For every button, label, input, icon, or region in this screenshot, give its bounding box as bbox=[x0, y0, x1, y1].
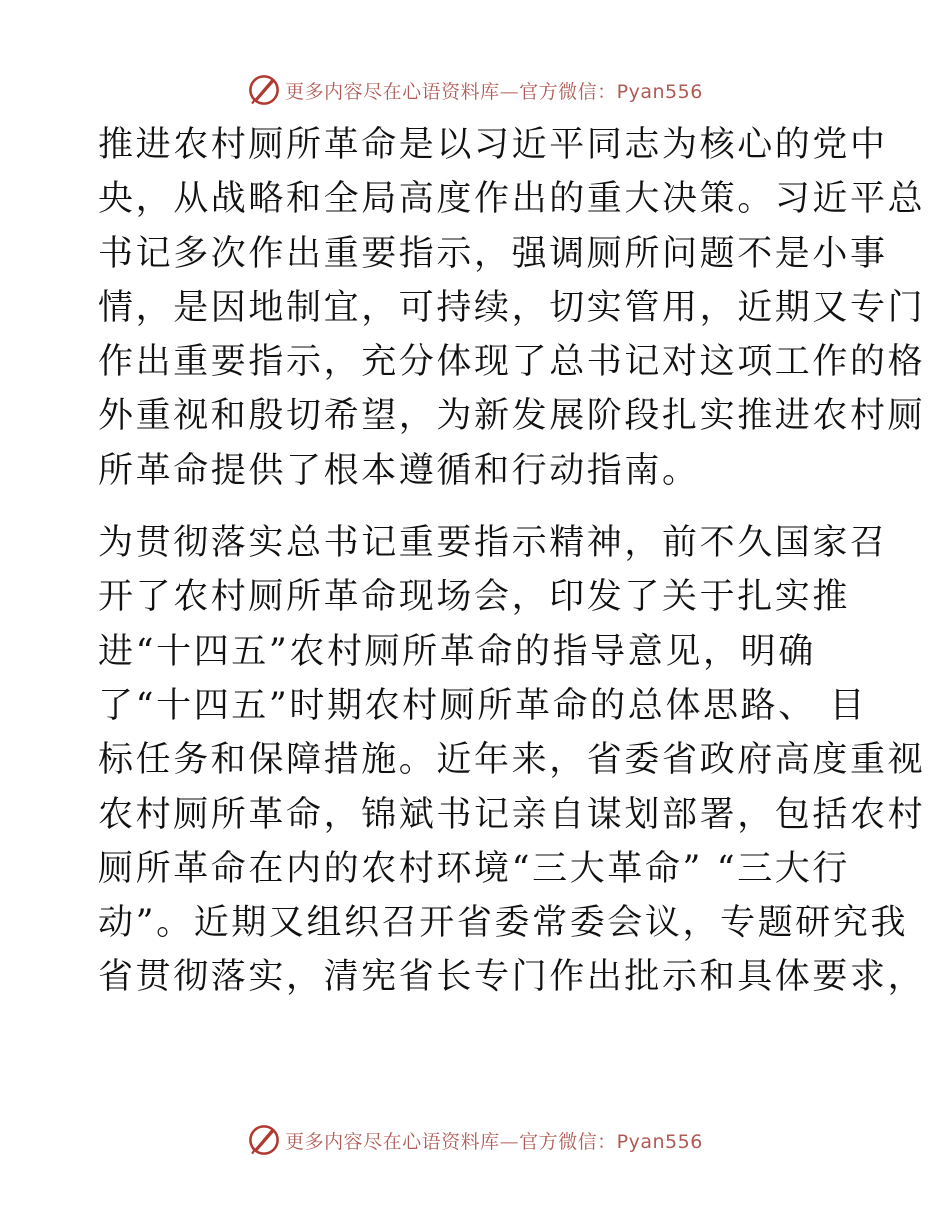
quill-pen-logo-icon bbox=[247, 1123, 281, 1157]
quill-pen-logo-icon bbox=[247, 73, 281, 107]
text-line: 省贯彻落实，清宪省长专门作出批示和具体要求， bbox=[98, 957, 926, 998]
text-line: 农村厕所革命，锦斌书记亲自谋划部署，包括农村 bbox=[98, 794, 926, 835]
paragraph-2 bbox=[98, 516, 926, 1005]
document-body bbox=[98, 118, 926, 1005]
text-line: 作出重要指示，充分体现了总书记对这项工作的格 bbox=[98, 342, 926, 383]
banner-wechat: 官方微信：Pyan556 bbox=[519, 80, 703, 103]
text-line: 标任务和保障措施。近年来，省委省政府高度重视 bbox=[98, 740, 926, 781]
text-line: 了“十四五”时期农村厕所革命的总体思路、 目 bbox=[98, 685, 868, 726]
text-line: 动”。近期又组织召开省委常委会议，专题研究我 bbox=[98, 903, 909, 944]
text-line: 进“十四五”农村厕所革命的指导意见，明确 bbox=[98, 631, 816, 672]
banner-separator: — bbox=[499, 80, 520, 103]
banner-separator: — bbox=[499, 1130, 520, 1153]
text-line: 书记多次作出重要指示，强调厕所问题不是小事 bbox=[98, 233, 888, 274]
text-line: 外重视和殷切希望，为新发展阶段扎实推进农村厕 bbox=[98, 396, 926, 437]
text-line: 开了农村厕所革命现场会，印发了关于扎实推 bbox=[98, 577, 851, 618]
text-line: 所革命提供了根本遵循和行动指南。 bbox=[98, 450, 700, 491]
banner-wechat: 官方微信：Pyan556 bbox=[519, 1130, 703, 1153]
text-line: 情，是因地制宜，可持续，切实管用，近期又专门 bbox=[98, 287, 926, 328]
header-banner bbox=[0, 70, 950, 110]
footer-banner bbox=[0, 1120, 950, 1160]
text-line: 央，从战略和全局高度作出的重大决策。习近平总 bbox=[98, 179, 926, 220]
banner-text bbox=[285, 77, 703, 104]
text-line: 厕所革命在内的农村环境“三大革命” “三大行 bbox=[98, 848, 851, 889]
banner-main: 更多内容尽在心语资料库 bbox=[285, 80, 500, 103]
banner-main: 更多内容尽在心语资料库 bbox=[285, 1130, 500, 1153]
text-line: 为贯彻落实总书记重要指示精神，前不久国家召 bbox=[98, 523, 888, 564]
paragraph-1 bbox=[98, 118, 926, 498]
text-line: 推进农村厕所革命是以习近平同志为核心的党中 bbox=[98, 125, 888, 165]
banner-text bbox=[285, 1127, 703, 1154]
